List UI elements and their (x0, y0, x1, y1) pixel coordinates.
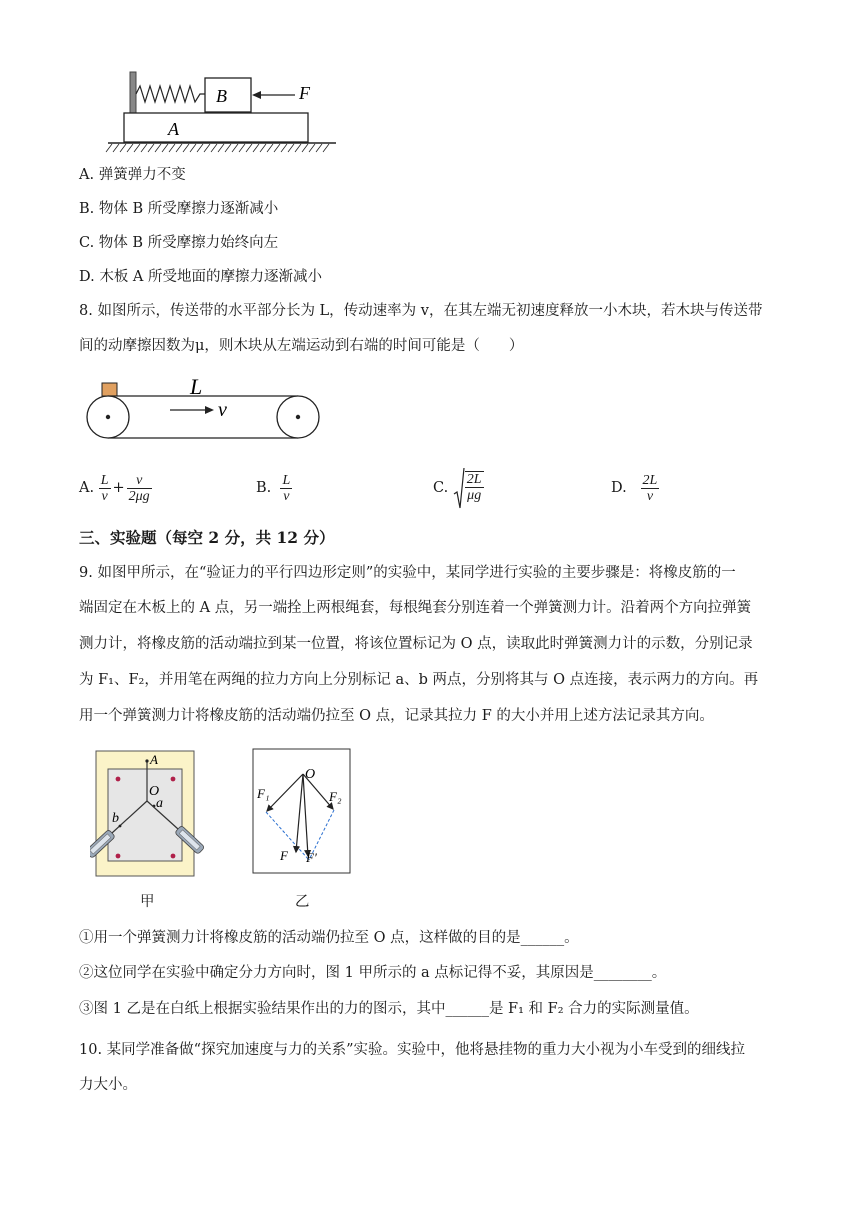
q9-line1: 9. 如图甲所示，在“验证力的平行四边形定则”的实验中，某同学进行实验的主要步骤是：将橡皮筋的一 (79, 565, 736, 581)
section-3-heading: 三、实验题（每空 2 分，共 12 分） (79, 528, 335, 547)
label-f-prime: F′ (306, 850, 317, 865)
wall (130, 72, 136, 114)
q9-line2: 端固定在木板上的 A 点，另一端拴上两根绳套，每根绳套分别连着一个弹簧测力计。沿着两个方向拉弹簧 (79, 600, 752, 616)
figure-jia (90, 748, 215, 880)
ground-hatching (106, 144, 329, 152)
force-label-f: F (299, 83, 310, 103)
q8-stem-line1: 8. 如图所示，传送带的水平部分长为 L，传动速率为 v，在其左端无初速度释放一小木块，若木块与传送带 (79, 303, 763, 319)
label-a-upper: A (150, 752, 158, 767)
caption-yi: 乙 (295, 894, 310, 910)
caption-jia: 甲 (140, 894, 155, 910)
q7-option-b: B. 物体 B 所受摩擦力逐渐减小 (79, 201, 279, 217)
q9-sub1: ①用一个弹簧测力计将橡皮筋的活动端仍拉至 O 点，这样做的目的是______。 (79, 930, 579, 946)
length-label-l: L (190, 374, 203, 399)
label-o-yi: O (305, 767, 316, 782)
spring (136, 86, 205, 102)
small-block (102, 383, 117, 396)
label-f: F (280, 848, 288, 863)
q8-stem-line2: 间的动摩擦因数为μ，则木块从左端运动到右端的时间可能是（ ） (79, 338, 524, 354)
board-a-label: A (168, 119, 179, 139)
q9-sub2: ②这位同学在实验中确定分力方向时，图 1 甲所示的 a 点标记得不妥，其原因是________。 (79, 965, 667, 981)
q9-sub3: ③图 1 乙是在白纸上根据实验结果作出的力的图示，其中______是 F₁ 和 F₂ 合力的实际测量值。 (79, 1001, 699, 1017)
label-f2: F₂ (329, 789, 342, 804)
label-a-lower: a (156, 796, 163, 811)
q8-option-d: D. $\frac{2L}{v}$ (611, 472, 658, 504)
q7-option-d: D. 木板 A 所受地面的摩擦力逐渐减小 (79, 269, 323, 285)
q8-option-c: C. $\frac{2L}{\mu g}$ (433, 466, 484, 510)
q10-line1: 10. 某同学准备做“探究加速度与力的关系”实验。实验中，他将悬挂物的重力大小视为小车受到的细线拉 (79, 1042, 745, 1058)
q7-option-a: A. 弹簧弹力不变 (79, 167, 186, 183)
q8-option-b: B. $\frac{L}{v}$ (256, 472, 291, 504)
q9-line3: 测力计，将橡皮筋的活动端拉到某一位置，将该位置标记为 O 点，读取此时弹簧测力计的示数，分别记录 (79, 636, 753, 652)
spring-block-figure (100, 68, 340, 156)
block-b (205, 78, 251, 112)
block-b-label: B (216, 86, 227, 106)
q7-option-c: C. 物体 B 所受摩擦力始终向左 (79, 235, 279, 251)
figure-yi (252, 748, 352, 876)
q9-line4: 为 F₁、F₂，并用笔在两绳的拉力方向上分别标记 a、b 两点，分别将其与 O 点连接，表示两力的方向。再 (79, 672, 759, 688)
paper-sheet (108, 769, 182, 861)
velocity-label-v: v (218, 399, 227, 421)
label-b-jia: b (112, 811, 119, 826)
board-a (124, 113, 308, 142)
conveyor-belt-figure (80, 370, 330, 446)
q9-line5: 用一个弹簧测力计将橡皮筋的活动端仍拉至 O 点，记录其拉力 F 的大小并用上述方法记录其方向。 (79, 708, 714, 724)
label-f1: F₁ (257, 786, 270, 801)
q10-line2: 力大小。 (79, 1077, 137, 1093)
label-o-jia: O (149, 784, 160, 799)
sqrt-sign (453, 466, 465, 510)
q8-option-a: A. $\frac{L}{v}$ + $\frac{v}{2\mu g}$ (79, 472, 150, 504)
